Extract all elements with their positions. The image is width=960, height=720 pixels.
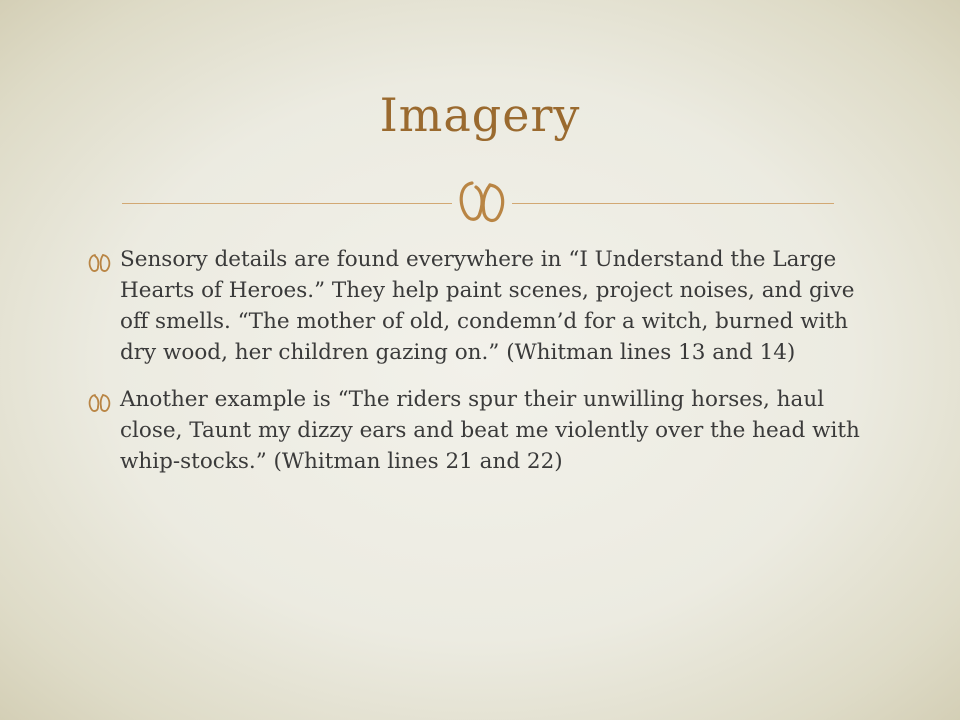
list-item xyxy=(86,244,876,368)
bullet-text: Another example is “The riders spur their unwilling horses, haul close, Taunt my dizzy ears and beat me violently over the head with whip-stocks.” (Whitman lines 21 and 22) xyxy=(120,387,860,474)
bullet-text: Sensory details are found everywhere in “I Understand the Large Hearts of Heroes.” They help paint scenes, project noises, and give off smells. “The mother of old, condemn’d for a witch, burned with dry wood, her children gazing on.” (Whitman lines 13 and 14) xyxy=(120,247,855,365)
ornamental-divider-icon xyxy=(452,175,512,227)
ornamental-bullet-icon xyxy=(86,252,120,272)
list-item xyxy=(86,384,876,477)
ornamental-bullet-icon xyxy=(86,392,120,412)
title-divider-right xyxy=(512,203,834,204)
title-divider-left xyxy=(122,203,452,204)
slide-title: Imagery xyxy=(379,88,581,142)
bullet-list xyxy=(86,244,876,493)
